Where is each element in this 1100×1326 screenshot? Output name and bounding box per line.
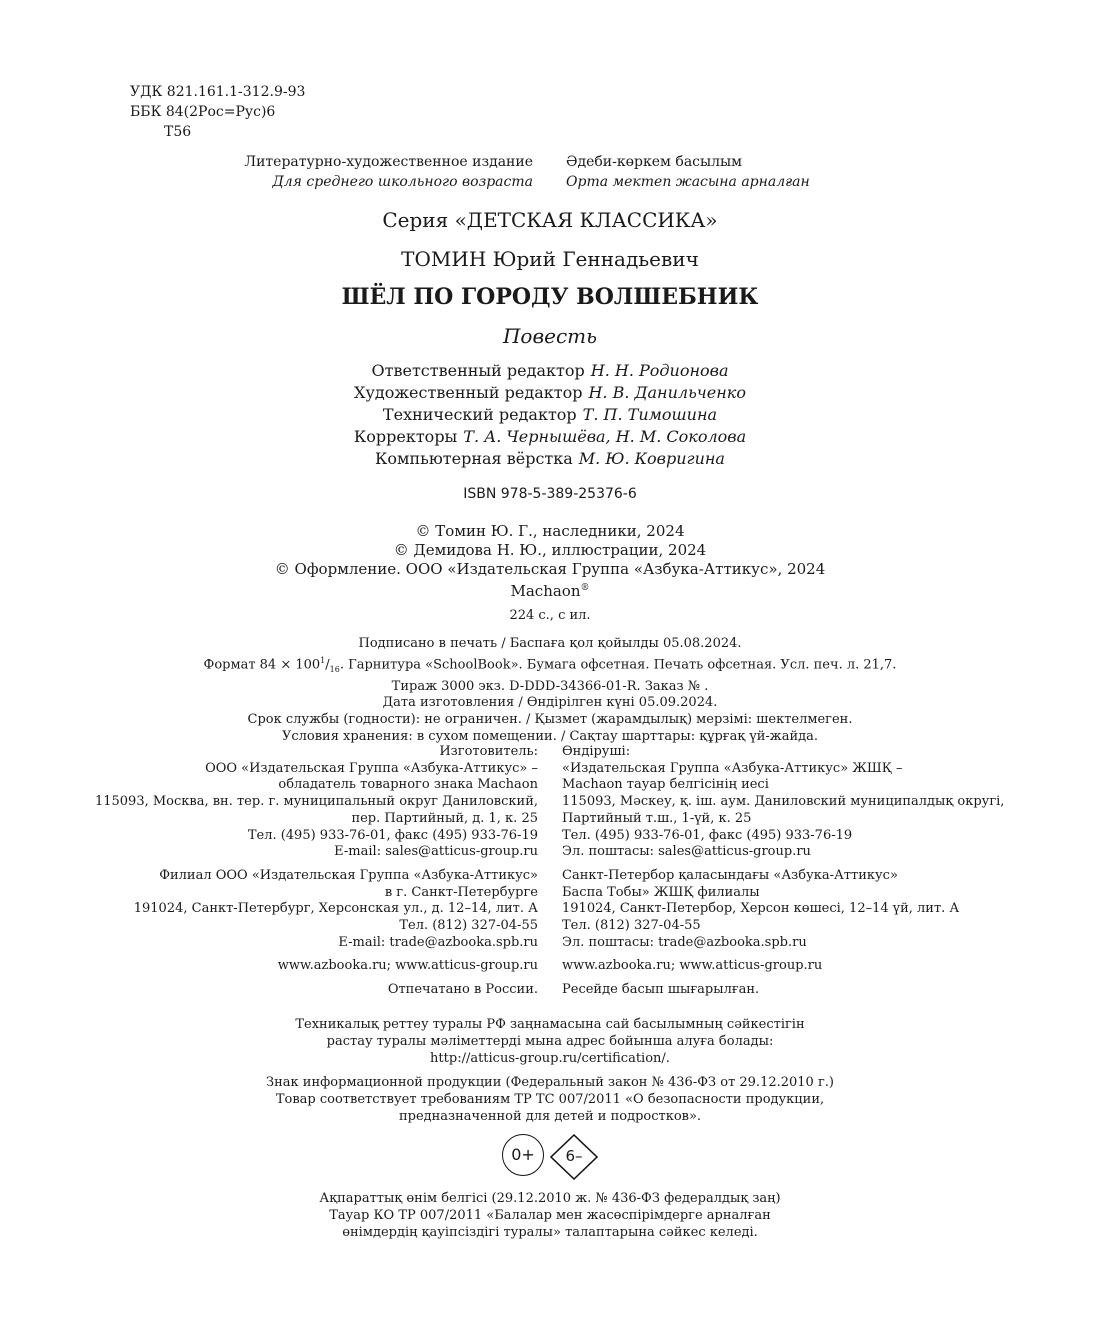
isbn: ISBN 978-5-389-25376-6 xyxy=(463,486,637,502)
credit-name: Т. А. Чернышёва, Н. М. Соколова xyxy=(463,427,747,446)
format-prefix: Формат 84 × 100 xyxy=(203,657,321,673)
credit-role: Компьютерная вёрстка xyxy=(375,449,573,468)
series-line: Серия «ДЕТСКАЯ КЛАССИКА» xyxy=(382,208,718,232)
info-sign-line: Товар соответствует требованиям ТР ТС 007/2011 «О безопасности продукции, xyxy=(275,1092,825,1107)
manufacturer-kz xyxy=(562,744,1004,861)
format-sup: 1 xyxy=(320,655,326,665)
printed-kz: Ресейде басып шығарылған. xyxy=(562,982,760,997)
manufacturer-phone: Тел. (495) 933-76-01, факс (495) 933-76-19 xyxy=(562,827,853,843)
classification-block xyxy=(130,82,305,142)
manufacturer-line: 115093, Москва, вн. тер. г. муниципальный округ Даниловский, xyxy=(94,794,538,810)
genre-ru xyxy=(244,152,533,192)
credit-name: Н. Н. Родионова xyxy=(590,361,729,380)
udk-code: УДК 821.161.1-312.9-93 xyxy=(130,84,306,100)
manufacturer-phone: Тел. (495) 933-76-01, факс (495) 933-76-19 xyxy=(247,827,538,843)
branch-line: 191024, Санкт-Петербург, Херсонская ул., д. 12–14, лит. А xyxy=(133,901,538,917)
page-count: 224 с., с ил. xyxy=(509,608,591,623)
branch-line: Баспа Тобы» ЖШҚ филиалы xyxy=(562,884,760,900)
branch-ru xyxy=(134,868,538,952)
genre-ru-type: Литературно-художественное издание xyxy=(244,154,533,170)
copyright-line: © Демидова Н. Ю., иллюстрации, 2024 xyxy=(393,541,707,559)
manufacturer-email: E-mail: sales@atticus-group.ru xyxy=(334,844,538,860)
credit-role: Технический редактор xyxy=(382,405,577,424)
age-rating-badges xyxy=(502,1134,602,1180)
manufacturer-line: обладатель товарного знака Machaon xyxy=(278,777,538,793)
manufacturer-line: ООО «Издательская Группа «Азбука-Аттикус» – xyxy=(205,760,538,776)
copyright-line: © Оформление. ООО «Издательская Группа «Азбука-Аттикус», 2024 xyxy=(274,560,826,578)
imprint-format: Формат $84 \times 100^1/_{16}$. Гарнитура «SchoolBook». Бумага офсетная. Печать офсетная. Усл. печ. л. 21,7. xyxy=(203,655,897,674)
branch-line: 191024, Санкт-Петербор, Херсон көшесі, 12–14 үй, лит. А xyxy=(562,901,960,917)
credit-line xyxy=(0,382,1100,404)
manufacturer-email: Эл. поштасы: sales@atticus-group.ru xyxy=(562,844,811,860)
certification-block xyxy=(0,1016,1100,1067)
age-rating-diamond xyxy=(550,1134,598,1180)
imprint-block xyxy=(0,636,1100,746)
manufacturer-ru xyxy=(95,744,538,861)
imprint-signed: Подписано в печать / Баспаға қол қойылды 05.08.2024. xyxy=(358,636,742,651)
copyright-block xyxy=(0,522,1100,601)
certification-line: растау туралы мәліметтерді мына адрес бойынша алуға болады: xyxy=(326,1034,774,1049)
websites-ru: www.azbooka.ru; www.atticus-group.ru xyxy=(277,958,538,973)
imprint-circulation: Тираж 3000 экз. D-DDD-34366-01-R. Заказ № . xyxy=(391,678,709,694)
branch-email: E-mail: trade@azbooka.spb.ru xyxy=(338,934,538,950)
kz-info-line: өнімдердің қауіпсіздігі туралы» талаптарына сәйкес келеді. xyxy=(342,1225,758,1240)
brand-line xyxy=(0,579,1100,601)
branch-line: Филиал ООО «Издательская Группа «Азбука-Аттикус» xyxy=(159,868,538,883)
certification-url: http://atticus-group.ru/certification/. xyxy=(430,1051,670,1066)
credit-role: Художественный редактор xyxy=(354,383,583,402)
branch-line: Санкт-Петербор қаласындағы «Азбука-Аттикус» xyxy=(562,868,898,883)
credit-role: Ответственный редактор xyxy=(371,361,585,380)
kz-info-block xyxy=(0,1190,1100,1241)
manufacturer-line: Партийный т.ш., 1-үй, к. 25 xyxy=(562,810,752,826)
genre-kz xyxy=(566,152,810,192)
info-sign-line: предназначенной для детей и подростков». xyxy=(398,1109,702,1124)
credits-block xyxy=(0,360,1100,470)
age-rating-circle: 0+ xyxy=(502,1134,544,1176)
book-subtitle: Повесть xyxy=(502,324,597,348)
format-sub: 16 xyxy=(329,664,340,674)
manufacturer-line: Machaon тауар белгісінің иесі xyxy=(562,777,769,793)
book-title: ШЁЛ ПО ГОРОДУ ВОЛШЕБНИК xyxy=(341,284,759,310)
format-rest: . Гарнитура «SchoolBook». Бумага офсетная. Печать офсетная. Усл. печ. л. 21,7. xyxy=(339,657,897,673)
printed-ru: Отпечатано в России. xyxy=(387,982,538,997)
genre-kz-age: Орта мектеп жасына арналған xyxy=(566,174,810,190)
branch-phone: Тел. (812) 327-04-55 xyxy=(562,918,701,934)
imprint-service-life: Срок службы (годности): не ограничен. / Қызмет (жарамдылық) мерзімі: шектелмеген. xyxy=(247,712,853,728)
author-line: ТОМИН Юрий Геннадьевич xyxy=(401,247,699,271)
credit-line xyxy=(0,404,1100,426)
credit-role: Корректоры xyxy=(353,427,458,446)
credit-name: Т. П. Тимошина xyxy=(582,405,718,424)
branch-phone: Тел. (812) 327-04-55 xyxy=(399,918,538,934)
genre-kz-type: Әдеби-көркем басылым xyxy=(566,154,743,170)
branch-kz xyxy=(562,868,959,952)
websites-kz: www.azbooka.ru; www.atticus-group.ru xyxy=(562,958,823,973)
registered-mark: ® xyxy=(580,583,590,593)
kz-info-line: Ақпараттық өнім белгісі (29.12.2010 ж. № 436-ФЗ федералдық заң) xyxy=(319,1191,781,1206)
copyright-line: © Томин Ю. Г., наследники, 2024 xyxy=(415,522,685,540)
credit-line xyxy=(0,448,1100,470)
info-sign-block xyxy=(0,1074,1100,1125)
credit-name: М. Ю. Ковригина xyxy=(578,449,725,468)
credit-line xyxy=(0,426,1100,448)
imprint-storage: Условия хранения: в сухом помещении. / Сақтау шарттары: құрғақ үй-жайда. xyxy=(281,728,819,744)
manufacturer-heading: Өндіруші: xyxy=(562,744,631,759)
info-sign-line: Знак информационной продукции (Федеральный закон № 436-ФЗ от 29.12.2010 г.) xyxy=(266,1075,834,1090)
credit-name: Н. В. Данильченко xyxy=(588,383,746,402)
author-mark: Т56 xyxy=(164,124,192,140)
brand-name: Machaon xyxy=(510,582,581,600)
imprint-date: Дата изготовления / Өндірілген күні 05.09.2024. xyxy=(382,695,718,711)
age-rating-diamond-label: 6– xyxy=(565,1147,583,1165)
manufacturer-line: 115093, Мәскеу, қ. іш. аум. Даниловский муниципалдық округі, xyxy=(562,794,1005,810)
branch-email: Эл. поштасы: trade@azbooka.spb.ru xyxy=(562,934,807,950)
manufacturer-line: пер. Партийный, д. 1, к. 25 xyxy=(351,810,538,826)
credit-line xyxy=(0,360,1100,382)
branch-line: в г. Санкт-Петербурге xyxy=(384,884,538,900)
bbk-code: ББК 84(2Рос=Рус)6 xyxy=(130,104,276,120)
certification-line: Техникалық реттеу туралы РФ заңнамасына сай басылымның сәйкестігін xyxy=(295,1017,805,1032)
genre-ru-age: Для среднего школьного возраста xyxy=(272,174,533,190)
manufacturer-line: «Издательская Группа «Азбука-Аттикус» ЖШҚ – xyxy=(562,760,903,776)
manufacturer-heading: Изготовитель: xyxy=(439,744,538,759)
kz-info-line: Тауар КО ТР 007/2011 «Балалар мен жасөспірімдерге арналған xyxy=(329,1208,771,1223)
